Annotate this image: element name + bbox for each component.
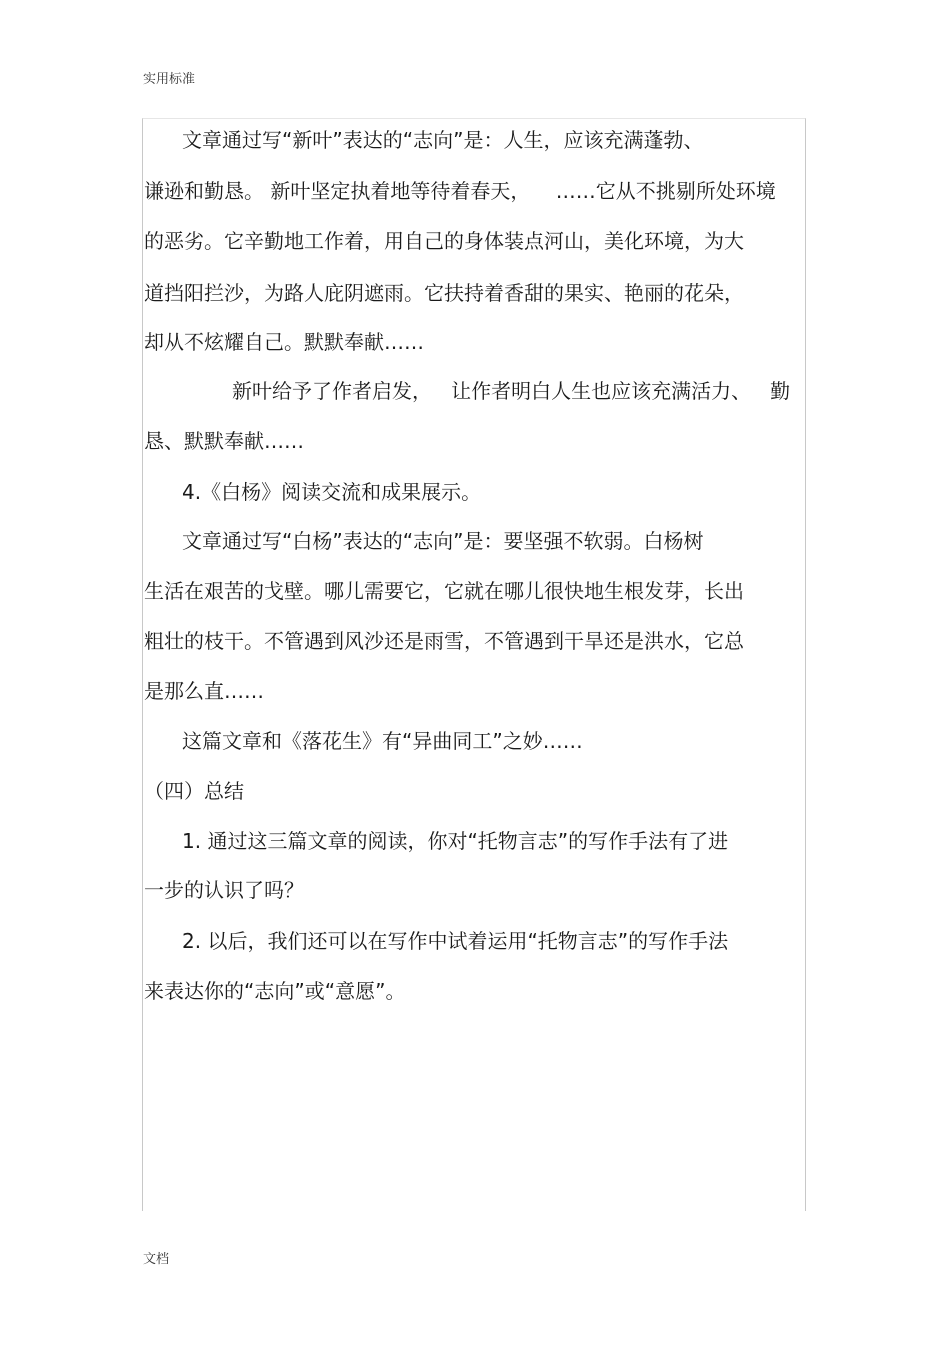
paragraph-line: 一步的认识了吗？	[144, 878, 304, 902]
paragraph-line: 来表达你的“志向”或“意愿”。	[144, 979, 406, 1003]
numbered-item: 4.《白杨》阅读交流和成果展示。	[182, 480, 482, 504]
paragraph-line: 这篇文章和《落花生》有“异曲同工”之妙……	[182, 729, 583, 753]
paragraph-line: 文章通过写“白杨”表达的“志向”是：要坚强不软弱。白杨树	[182, 529, 704, 553]
paragraph-line: 粗壮的枝干。不管遇到风沙还是雨雪，不管遇到干旱还是洪水，它总	[144, 629, 744, 653]
paragraph-line: 生活在艰苦的戈壁。哪儿需要它，它就在哪儿很快地生根发芽，长出	[144, 579, 744, 603]
numbered-item: 2. 以后，我们还可以在写作中试着运用“托物言志”的写作手法	[182, 929, 729, 953]
section-heading: （四）总结	[144, 779, 244, 803]
paragraph-line: 道挡阳拦沙，为路人庇阴遮雨。它扶持着香甜的果实、艳丽的花朵，	[144, 281, 744, 305]
paragraph-line: 的恶劣。它辛勤地工作着，用自己的身体装点河山，美化环境，为大	[144, 229, 744, 253]
paragraph-line: 新叶给予了作者启发， 让作者明白人生也应该充满活力、 勤	[232, 379, 791, 403]
paragraph-line: 文章通过写“新叶”表达的“志向”是：人生，应该充满蓬勃、	[182, 128, 704, 152]
paragraph-line: 恳、默默奉献……	[144, 429, 304, 453]
page-footer: 文档	[143, 1252, 170, 1267]
paragraph-line: 却从不炫耀自己。默默奉献……	[144, 330, 424, 354]
numbered-item: 1. 通过这三篇文章的阅读，你对“托物言志”的写作手法有了进	[182, 829, 729, 853]
page-header: 实用标准	[143, 72, 196, 87]
paragraph-line: 谦逊和勤恳。 新叶坚定执着地等待着春天， ……它从不挑剔所处环境	[144, 179, 776, 203]
paragraph-line: 是那么直……	[144, 679, 264, 703]
